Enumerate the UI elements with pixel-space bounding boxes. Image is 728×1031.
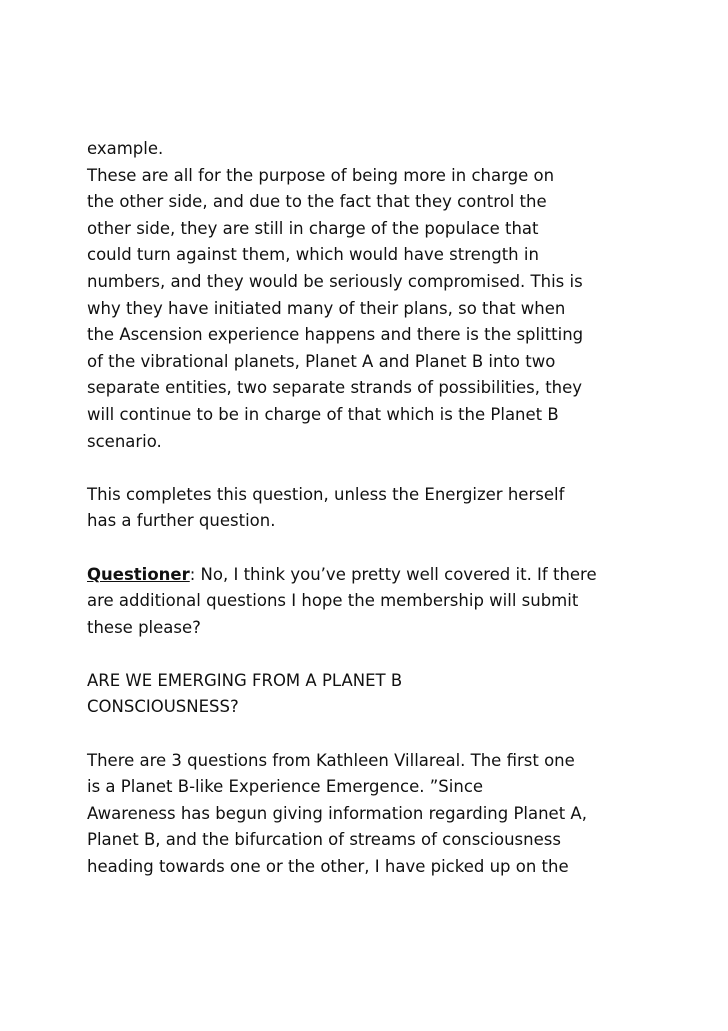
text-line: has a further question. — [87, 511, 276, 531]
text-line: these please? — [87, 617, 201, 637]
text-line: could turn against them, which would have strength in — [87, 245, 539, 265]
text-line: These are all for the purpose of being more in charge on — [87, 165, 555, 185]
text-line: are additional questions I hope the membership will submit — [87, 591, 579, 611]
text-line: example. — [87, 139, 164, 158]
paragraph-gap — [87, 641, 647, 668]
document-body — [87, 136, 647, 881]
text-line: Planet B, and the bifurcation of streams of consciousness — [87, 830, 561, 850]
text-line — [87, 562, 647, 589]
paragraph-questioner — [87, 562, 647, 642]
text-line: This completes this question, unless the Energizer herself — [87, 484, 565, 504]
speaker-label: Questioner — [87, 564, 190, 584]
text-line: will continue to be in charge of that which is the Planet B — [87, 404, 559, 424]
heading-line: CONSCIOUSNESS? — [87, 697, 239, 717]
paragraph-gap — [87, 721, 647, 748]
text-line: the other side, and due to the fact that they control the — [87, 192, 547, 212]
text-line: There are 3 questions from Kathleen Villareal. The first one — [87, 750, 575, 770]
speaker-text: : No, I think you’ve pretty well covered it. If there — [189, 564, 597, 584]
text-line: is a Planet B-like Experience Emergence. ”Since — [87, 777, 484, 797]
text-line: why they have initiated many of their plans, so that when — [87, 298, 566, 318]
text-line: scenario. — [87, 431, 162, 451]
heading-line: ARE WE EMERGING FROM A PLANET B — [87, 670, 403, 690]
text-line: numbers, and they would be seriously compromised. This is — [87, 271, 583, 291]
paragraph-planet-b-control — [87, 136, 647, 455]
paragraph-gap — [87, 535, 647, 562]
text-line: separate entities, two separate strands of possibilities, they — [87, 378, 583, 398]
text-line: Awareness has begun giving information regarding Planet A, — [87, 803, 587, 823]
section-heading — [87, 668, 647, 721]
paragraph-completion — [87, 482, 647, 535]
text-line: the Ascension experience happens and there is the splitting — [87, 325, 584, 345]
paragraph-gap — [87, 455, 647, 482]
text-line: heading towards one or the other, I have picked up on the — [87, 857, 569, 877]
text-line: other side, they are still in charge of the populace that — [87, 218, 539, 238]
text-line: of the vibrational planets, Planet A and Planet B into two — [87, 351, 556, 371]
paragraph-kathleen-question — [87, 748, 647, 881]
